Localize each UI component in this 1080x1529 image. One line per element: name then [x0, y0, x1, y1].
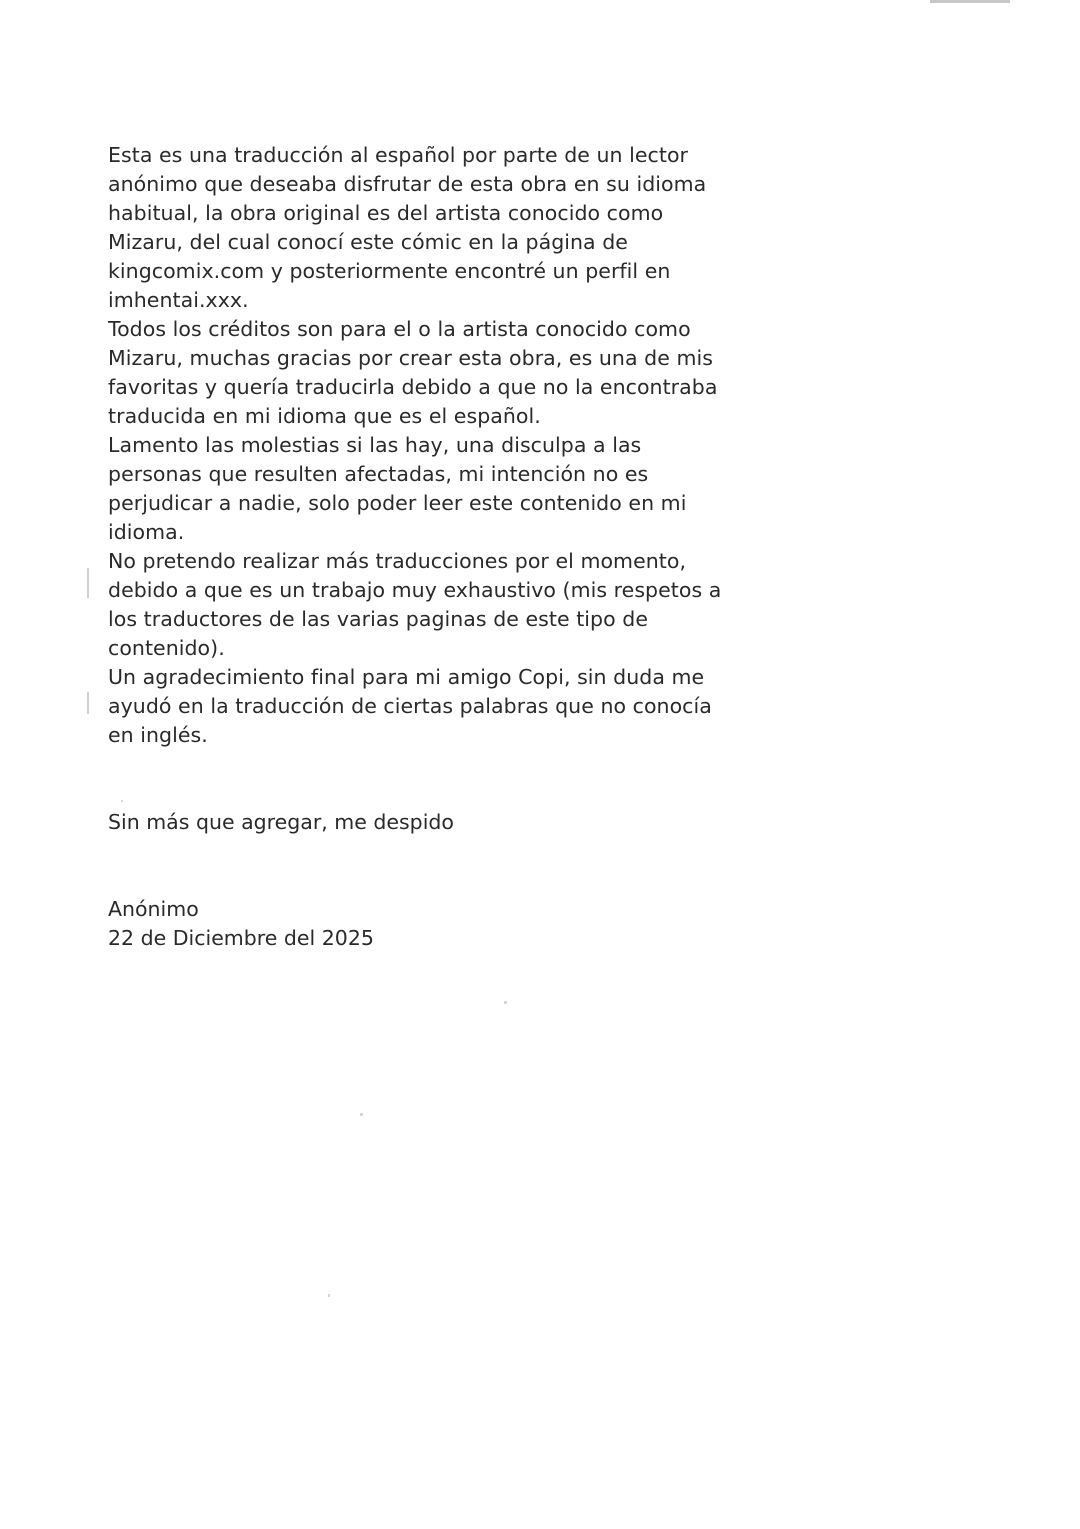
scan-corner-mark	[930, 0, 1010, 3]
letter-line: imhentai.xxx.	[108, 288, 249, 312]
letter-line: favoritas y quería traducirla debido a que no la encontraba	[108, 375, 718, 399]
signature-date: 22 de Diciembre del 2025	[108, 926, 374, 950]
scan-speck	[328, 1294, 330, 1297]
scan-margin-mark	[87, 692, 89, 714]
letter-line: habitual, la obra original es del artista conocido como	[108, 201, 664, 225]
scan-speck	[504, 1001, 507, 1004]
signature-name: Anónimo	[108, 897, 199, 921]
letter-line: No pretendo realizar más traducciones por el momento,	[108, 549, 687, 573]
letter-line: Mizaru, muchas gracias por crear esta obra, es una de mis	[108, 346, 713, 370]
letter-line: idioma.	[108, 520, 185, 544]
letter-line: anónimo que deseaba disfrutar de esta obra en su idioma	[108, 172, 707, 196]
letter-line: perjudicar a nadie, solo poder leer este contenido en mi	[108, 491, 687, 515]
letter-body	[108, 141, 728, 750]
letter-line: kingcomix.com y posteriormente encontré un perfil en	[108, 259, 671, 283]
letter-line: los traductores de las varias paginas de este tipo de	[108, 607, 648, 631]
signature-block	[108, 895, 374, 953]
letter-line: traducida en mi idioma que es el español.	[108, 404, 541, 428]
letter-line: Mizaru, del cual conocí este cómic en la página de	[108, 230, 628, 254]
letter-line: Esta es una traducción al español por parte de un lector	[108, 143, 689, 167]
scan-margin-mark	[87, 568, 89, 598]
letter-line: personas que resulten afectadas, mi intención no es	[108, 462, 649, 486]
letter-line: ayudó en la traducción de ciertas palabras que no conocía	[108, 694, 712, 718]
scan-speck	[360, 1113, 363, 1116]
scan-speck	[121, 800, 123, 802]
closing-line: Sin más que agregar, me despido	[108, 810, 454, 834]
letter-line: en inglés.	[108, 723, 208, 747]
letter-line: contenido).	[108, 636, 225, 660]
letter-line: Lamento las molestias si las hay, una disculpa a las	[108, 433, 642, 457]
letter-line: debido a que es un trabajo muy exhaustivo (mis respetos a	[108, 578, 722, 602]
letter-line: Un agradecimiento final para mi amigo Copi, sin duda me	[108, 665, 705, 689]
letter-line: Todos los créditos son para el o la artista conocido como	[108, 317, 691, 341]
